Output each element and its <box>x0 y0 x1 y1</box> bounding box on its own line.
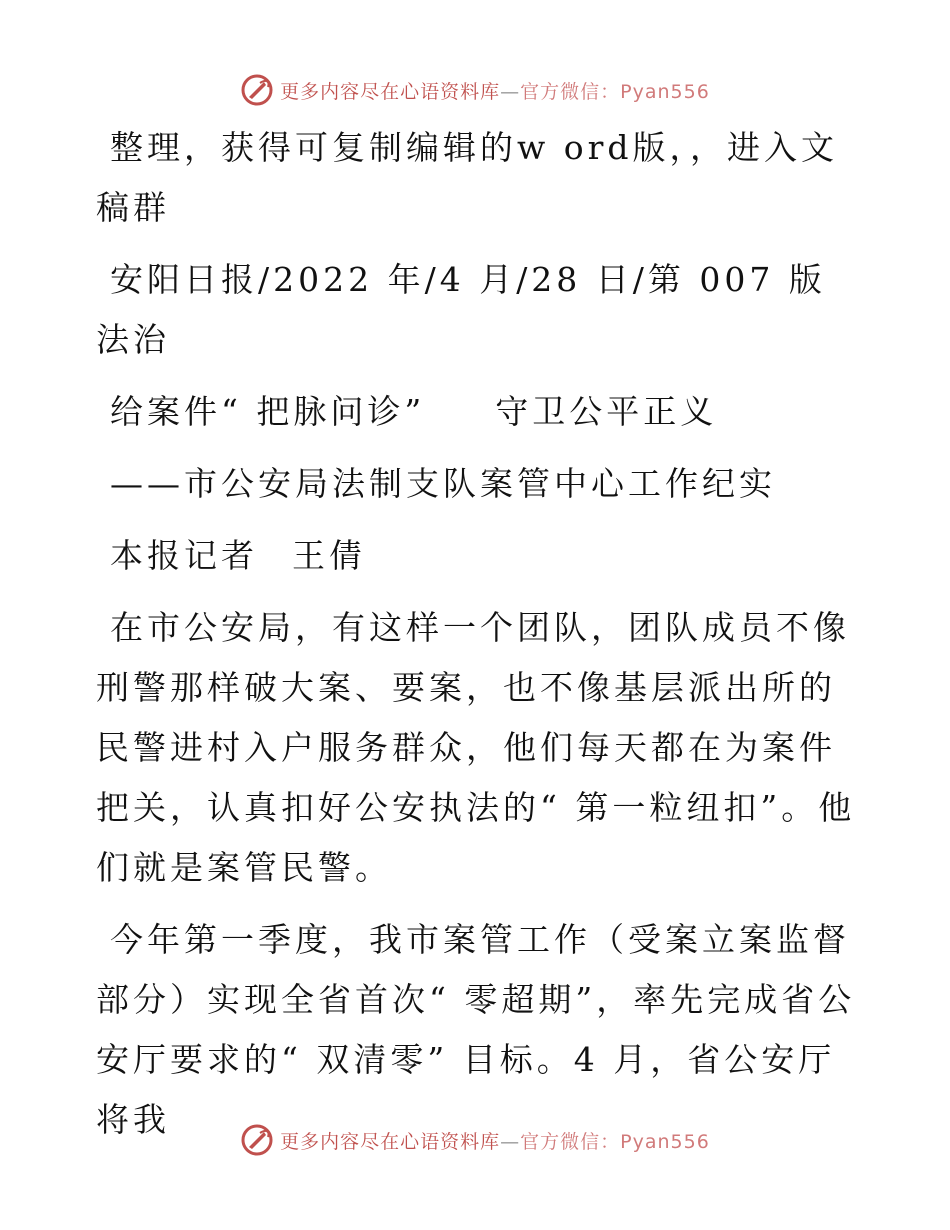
intro-line: 整理，获得可复制编辑的w ord版，，进入文稿群 <box>96 128 839 227</box>
paragraph: 在市公安局，有这样一个团队，团队成员不像刑警那样破大案、要案，也不像基层派出所的民警进村入户服务群众，他们每天都在为案件把关，认真扣好公安执法的“ 第一粒纽扣”。他们就是案管民警。 <box>96 608 856 887</box>
quill-seal-icon <box>240 73 274 107</box>
document-body <box>96 118 856 1162</box>
article-headline: 给案件“ 把脉问诊” 守卫公平正义 <box>110 392 718 431</box>
watermark-footer <box>0 1120 950 1160</box>
byline: 本报记者 王倩 <box>110 536 366 575</box>
source-line: 安阳日报/2022 年/4 月/28 日/第 007 版法治 <box>96 260 826 359</box>
paragraph: 今年第一季度，我市案管工作（受案立案监督部分）实现全省首次“ 零超期”，率先完成省公安厅要求的“ 双清零” 目标。4 月，省公安厅将我 <box>96 920 856 1139</box>
watermark-header <box>0 70 950 110</box>
article-subheadline: ——市公安局法制支队案管中心工作纪实 <box>110 464 776 503</box>
quill-seal-icon <box>240 1123 274 1157</box>
watermark-text: 更多内容尽在心语资料库—官方微信：Pyan556 <box>280 80 710 103</box>
watermark-text: 更多内容尽在心语资料库—官方微信：Pyan556 <box>280 1130 710 1153</box>
